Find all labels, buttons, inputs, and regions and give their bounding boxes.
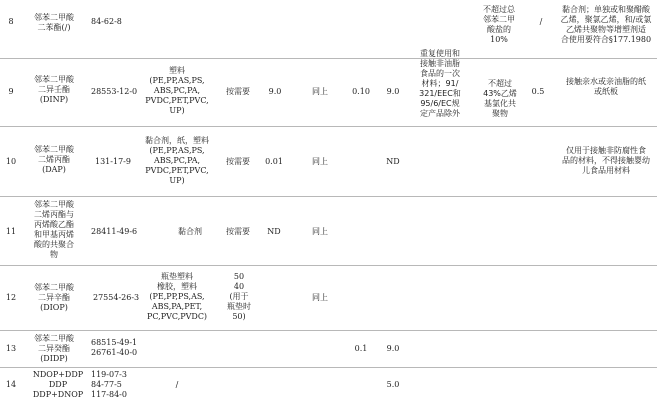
substance-name: 邻苯二甲酸 二烯丙酯 (DAP) <box>34 145 74 174</box>
cas-number: 131-17-9 <box>95 157 131 166</box>
scope-of-use: 重复使用和 接触非油脂 食品的一次 材料；91/ 321/EEC和 95/6/EC规 定产品除外 <box>419 49 461 118</box>
sml-value: 0.01 <box>265 157 283 166</box>
cas-number: 27554-26-3 <box>93 293 140 302</box>
row-number: 13 <box>5 344 17 353</box>
row-divider <box>0 126 657 127</box>
row-number: 12 <box>5 293 17 302</box>
sml-value: 9.0 <box>268 87 282 96</box>
row-divider <box>0 196 657 197</box>
cas-number: 119-07-3 84-77-5 117-84-0 <box>91 370 127 399</box>
cas-number: 28411-49-6 <box>91 227 138 236</box>
row-number: 10 <box>5 157 17 166</box>
max-usage: 按需要 <box>226 157 250 166</box>
same-as-above: 同上 <box>312 227 328 236</box>
row-number: 8 <box>8 17 14 26</box>
max-usage: 按需要 <box>226 227 250 236</box>
remark: 仅用于接触非防腐性食 品的材料，不得接触婴幼 儿食品用材料 <box>562 146 650 175</box>
substance-name: 邻苯二甲酸 二烯丙酯与 丙烯酸乙酯 和甲基丙烯 酸的共聚合 物 <box>34 200 74 259</box>
cas-number: 28553-12-0 <box>91 87 138 96</box>
applicable-materials: 黏合剂，纸，塑料 (PE,PP,AS,PS, ABS,PC,PA, PVDC,PET,PVC, UP) <box>145 136 209 185</box>
row-divider <box>0 58 657 59</box>
remark: 黏合剂；单独或和聚醋酸 乙烯，聚氯乙烯，和/或氯 乙烯共聚物等增塑剂适 合使用要符合§177.1980 <box>560 5 652 44</box>
row-number: 9 <box>8 87 14 96</box>
row-number: 14 <box>5 380 17 389</box>
cas-number: 84-62-8 <box>91 17 122 26</box>
same-as-above: 同上 <box>312 157 328 166</box>
substance-name: 邻苯二甲酸 二异辛酯 (DIOP) <box>34 283 74 312</box>
row-divider <box>0 330 657 331</box>
max-usage: 按需要 <box>226 87 250 96</box>
limit-value: 0.10 <box>352 87 370 96</box>
restriction-note: 不超过 43%乙烯 基氯化共 聚物 <box>483 79 517 118</box>
applicable-materials: 瓶垫塑料 橡胶，塑料 (PE,PP,PS,AS, ABS,PA,PET, PC,PVC,PVDC) <box>146 272 208 321</box>
sml-value: ND <box>267 227 281 236</box>
substance-name: 邻苯二甲酸 二异癸酯 (DIDP) <box>34 334 74 363</box>
applicable-materials: 黏合剂 <box>178 227 202 236</box>
cas-number: 68515-49-1 26761-40-0 <box>91 338 138 357</box>
same-as-above: 同上 <box>312 293 328 302</box>
substance-name: 邻苯二甲酸 二异壬酯 (DINP) <box>34 75 74 104</box>
same-as-above: 同上 <box>312 87 328 96</box>
restriction-note: 不超过总 邻苯二甲 酸盐的 10% <box>483 5 515 44</box>
limit-value: 0.1 <box>354 344 368 353</box>
row-number: 11 <box>5 227 17 236</box>
substance-name: NDOP+DDP DDP DDP+DNOP <box>32 370 84 399</box>
limit-value-2: 9.0 <box>386 344 400 353</box>
max-usage: 50 40 (用于 瓶垫时 50) <box>227 272 251 321</box>
substance-name: 邻苯二甲酸 二苯酯(/) <box>34 13 74 32</box>
limit-value-3: 0.5 <box>531 87 545 96</box>
limit-value-2: 9.0 <box>386 87 400 96</box>
applicable-materials: 塑料 (PE,PP,AS,PS, ABS,PC,PA, PVDC,PET,PVC, UP) <box>145 66 209 115</box>
slash-mark: / <box>539 17 543 26</box>
limit-value-2: ND <box>386 157 400 166</box>
remark: 接触亲水或亲油脂的纸 或纸板 <box>566 77 646 96</box>
row-divider <box>0 265 657 266</box>
applicable-materials: / <box>175 380 179 389</box>
limit-value-2: 5.0 <box>386 380 400 389</box>
